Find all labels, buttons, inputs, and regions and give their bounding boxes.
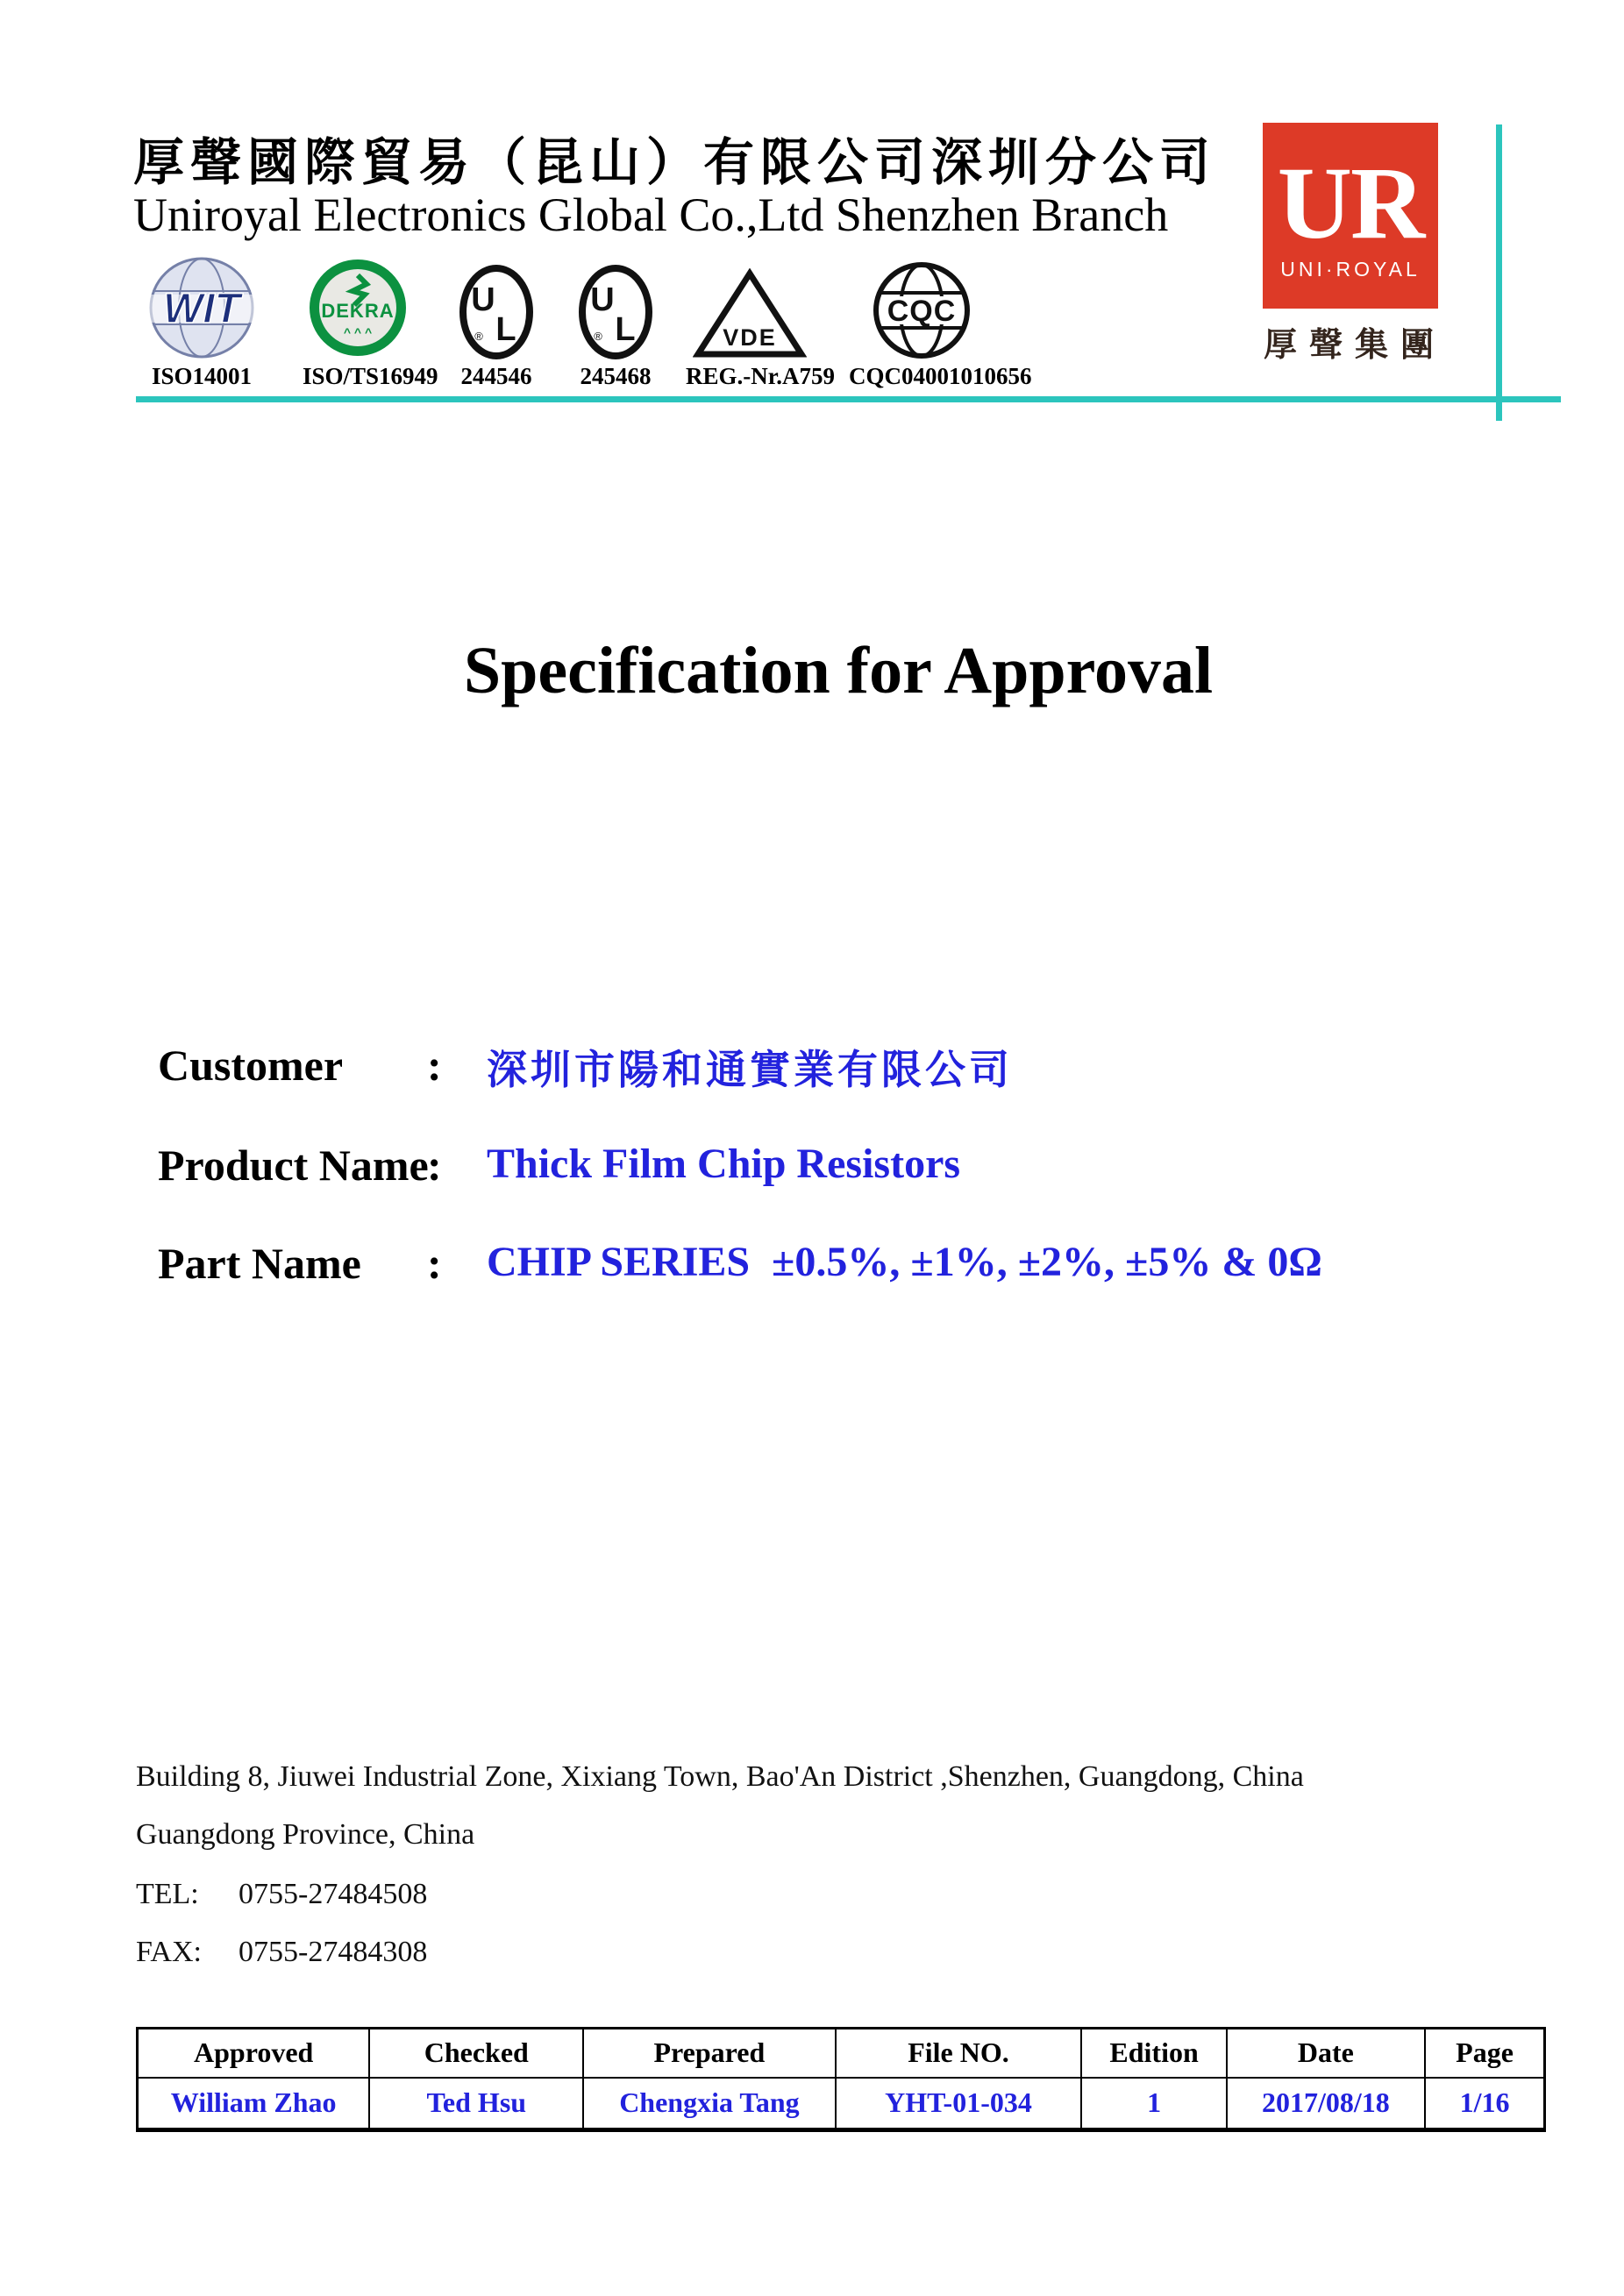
svg-text:CQC: CQC: [887, 295, 956, 328]
ur-logo-brand: UNI·ROYAL: [1280, 257, 1421, 281]
fax-label: FAX:: [136, 1936, 202, 1968]
ur-logo-caption-chinese: 厚聲集團: [1263, 327, 1446, 364]
part-name-tolerances: ±0.5%, ±1%, ±2%, ±5% & 0Ω: [772, 1239, 1322, 1285]
svg-text:VDE: VDE: [722, 324, 777, 351]
approval-table-header-row: [138, 2029, 1545, 2078]
svg-text:®: ®: [594, 330, 602, 343]
svg-text:L: L: [495, 311, 516, 348]
vertical-divider-line: [1496, 124, 1502, 421]
customer-colon: :: [427, 1041, 442, 1090]
cqc-globe-icon: [849, 256, 994, 359]
svg-text:^ ^ ^: ^ ^ ^: [343, 325, 372, 339]
svg-text:®: ®: [474, 330, 483, 343]
product-name-label: Product Name: [158, 1141, 429, 1190]
header-prepared: Prepared: [583, 2029, 835, 2078]
horizontal-divider-line: [136, 396, 1561, 402]
cert-cqc: [849, 256, 1032, 390]
cert-label: 244546: [460, 363, 532, 389]
value-page: 1/16: [1425, 2078, 1544, 2130]
company-name-english: Uniroyal Electronics Global Co.,Ltd Shenzhen Branch: [133, 188, 1169, 241]
product-name-colon: :: [427, 1141, 442, 1190]
fax-row: [136, 1936, 750, 1969]
vde-triangle-icon: [686, 256, 813, 359]
svg-text:U: U: [590, 281, 615, 318]
fax-number: 0755-27484308: [239, 1936, 428, 1968]
value-prepared: Chengxia Tang: [583, 2078, 835, 2130]
ur-logo-square: [1263, 123, 1438, 309]
part-name-label: Part Name: [158, 1239, 361, 1288]
value-approved: William Zhao: [138, 2078, 370, 2130]
address-line-2: Guangdong Province, China: [136, 1818, 475, 1851]
cert-label: REG.-Nr.A759: [686, 363, 836, 389]
product-name-value: Thick Film Chip Resistors: [487, 1141, 961, 1187]
cert-ul-245468: [572, 256, 659, 390]
ul-icon: [452, 256, 540, 359]
part-name-colon: :: [427, 1239, 442, 1288]
tel-number: 0755-27484508: [239, 1878, 428, 1910]
value-edition: 1: [1081, 2078, 1226, 2130]
tel-label: TEL:: [136, 1878, 199, 1910]
telephone-row: [136, 1878, 750, 1911]
svg-text:L: L: [615, 311, 636, 348]
svg-text:WIT: WIT: [163, 286, 240, 332]
cert-iso14001: [132, 256, 272, 390]
ur-logo-initials: UR: [1277, 145, 1424, 260]
header-approved: Approved: [138, 2029, 370, 2078]
cert-label: ISO14001: [151, 363, 253, 389]
cert-vde: [686, 256, 836, 390]
header-checked: Checked: [369, 2029, 583, 2078]
svg-text:U: U: [471, 281, 495, 318]
company-name-chinese: 厚聲國際貿易（昆山）有限公司深圳分公司: [133, 134, 1217, 191]
header-file-no: File NO.: [836, 2029, 1082, 2078]
cert-dekra: [303, 256, 438, 390]
part-name-value: CHIP SERIES: [487, 1239, 751, 1285]
dekra-icon: [303, 256, 412, 359]
customer-value: 深圳市陽和通實業有限公司: [487, 1048, 1013, 1092]
cert-label: ISO/TS16949: [303, 363, 438, 389]
customer-label: Customer: [158, 1041, 344, 1090]
approval-table: [136, 2027, 1546, 2132]
page-title: Specification for Approval: [463, 634, 1214, 707]
header-date: Date: [1227, 2029, 1425, 2078]
address-line-1: Building 8, Jiuwei Industrial Zone, Xixiang Town, Bao'An District ,Shenzhen, Guangdong, China: [136, 1760, 1304, 1793]
wit-globe-icon: [132, 256, 272, 359]
value-file-no: YHT-01-034: [836, 2078, 1082, 2130]
value-date: 2017/08/18: [1227, 2078, 1425, 2130]
approval-table-value-row: [138, 2078, 1545, 2130]
cert-label: CQC04001010656: [849, 363, 1032, 389]
svg-text:DEKRA: DEKRA: [320, 300, 395, 322]
header-page: Page: [1425, 2029, 1544, 2078]
ul-icon: [572, 256, 659, 359]
cert-ul-244546: [452, 256, 540, 390]
cert-label: 245468: [580, 363, 652, 389]
uniroyal-logo: [1263, 123, 1446, 364]
value-checked: Ted Hsu: [369, 2078, 583, 2130]
header-edition: Edition: [1081, 2029, 1226, 2078]
